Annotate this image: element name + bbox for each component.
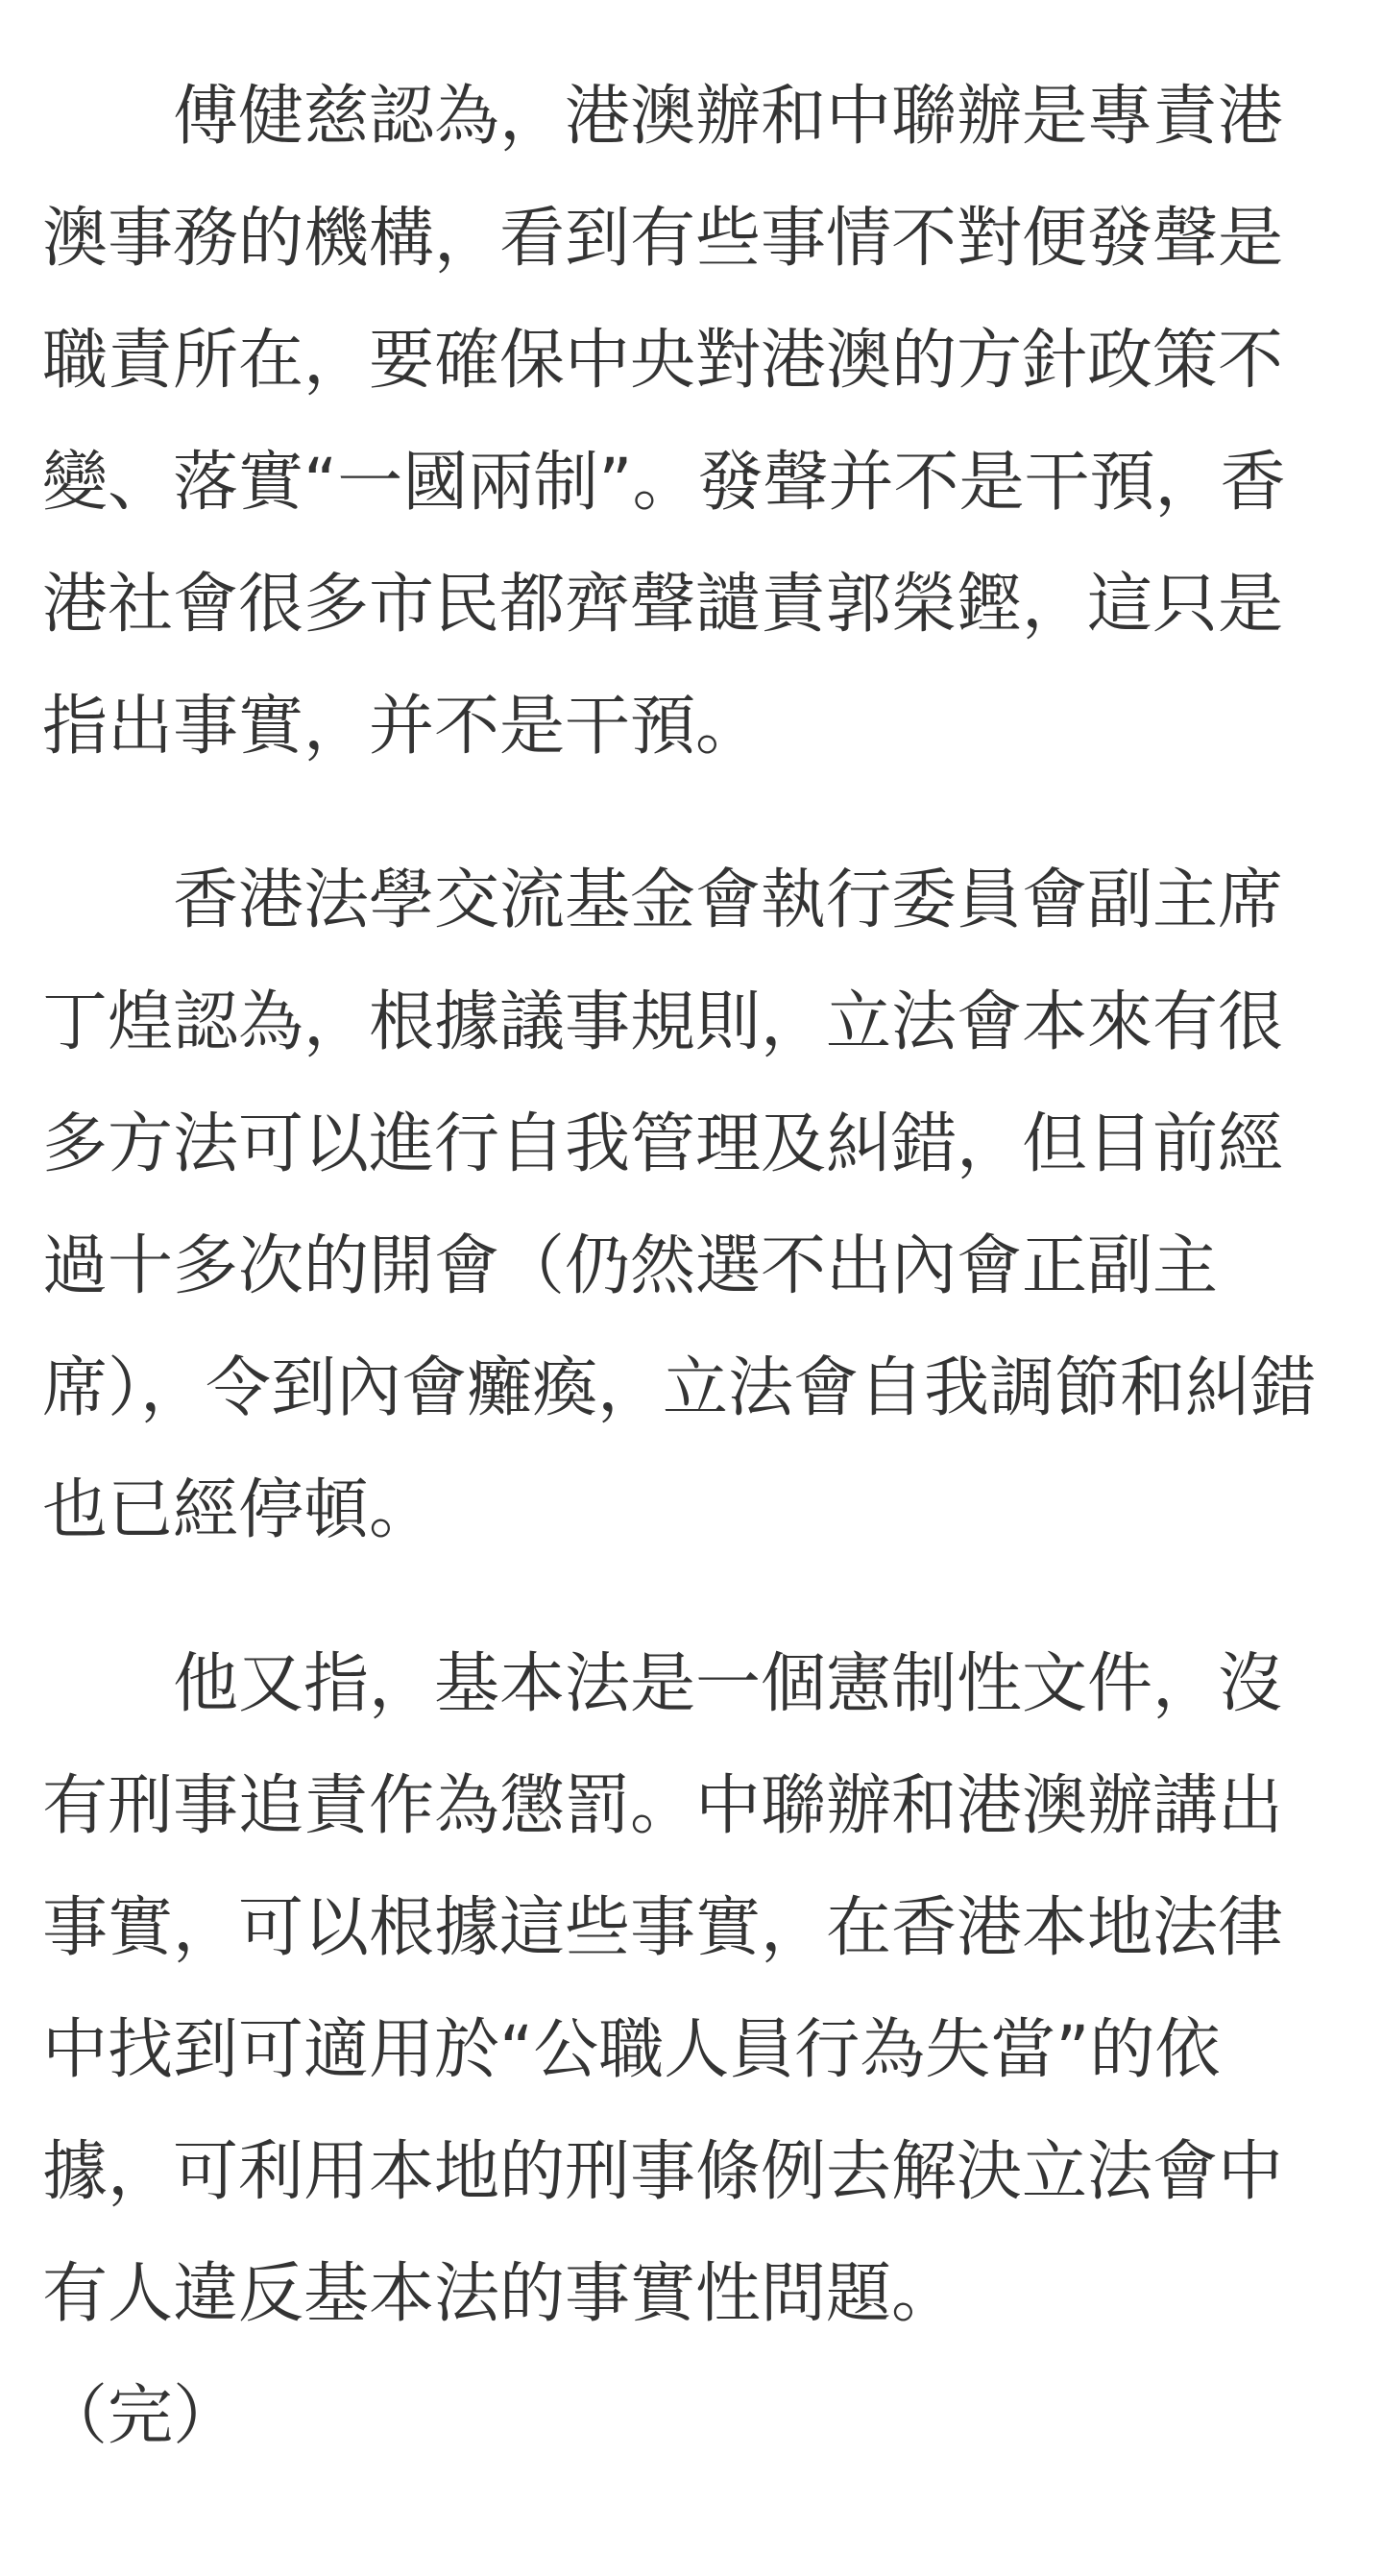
end-mark: （完） — [42, 2378, 239, 2454]
paragraph-2: 香港法學交流基金會執行委員會副主席丁煌認為，根據議事規則，立法會本來有很多方法可以進行自我管理及糾錯，但目前經過十多次的開會（仍然選不出內會正副主席），令到內會癱瘓，立法會自我調節和糾錯也已經停頓。 — [42, 863, 1317, 1548]
paragraph-1: 傅健慈認為，港澳辦和中聯辦是專責港澳事務的機構，看到有些事情不對便發聲是職責所在，要確保中央對港澳的方針政策不變、落實“一國兩制”。發聲并不是干預，香港社會很多市民都齊聲譴責郭榮鏗，這只是指出事實，并不是干預。 — [42, 79, 1286, 765]
paragraph-3: 他又指，基本法是一個憲制性文件，沒有刑事追責作為懲罰。中聯辦和港澳辦講出事實，可以根據這些事實，在香港本地法律中找到可適用於“公職人員行為失當”的依據，可利用本地的刑事條例去解決立法會中有人違反基本法的事實性問題。 — [42, 1646, 1284, 2332]
article-body — [42, 56, 1329, 2477]
